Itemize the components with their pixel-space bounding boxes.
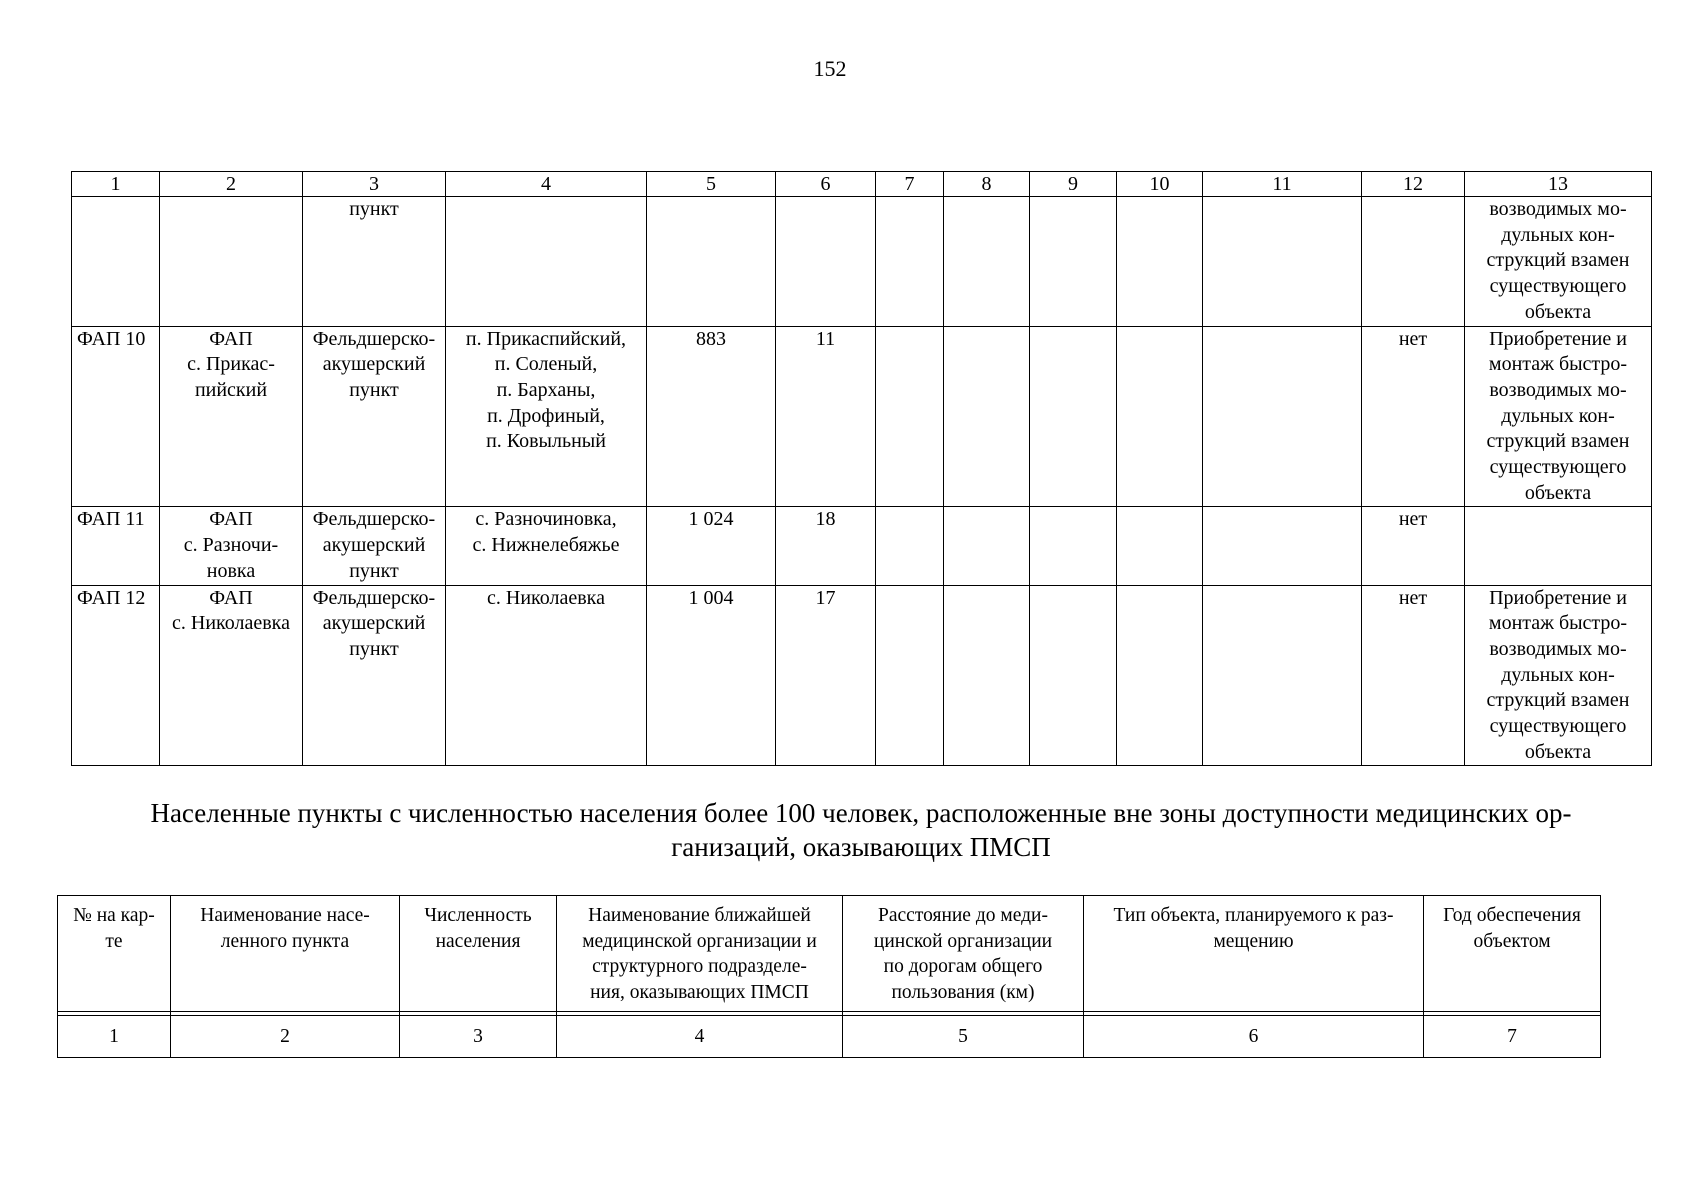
fap-name — [160, 585, 303, 766]
fap-name — [160, 507, 303, 585]
section-title-line: ганизаций, оказывающих ПМСП — [671, 832, 1051, 862]
cell-line: ФАП — [209, 508, 253, 531]
cell-line: существующего — [1489, 456, 1627, 479]
table-row — [72, 585, 1652, 766]
empty-cell — [944, 197, 1030, 327]
empty-cell — [1203, 197, 1362, 327]
cell-line: существующего — [1489, 275, 1627, 298]
header-line: структурного подразделе- — [592, 956, 807, 977]
cell-line: Фельдшерско- — [312, 327, 436, 350]
cell-line: с. Нижнелебяжье — [472, 534, 620, 557]
fap-name — [160, 197, 303, 327]
header-line: Наименование ближайшей — [588, 905, 811, 926]
cell-line: ФАП — [209, 327, 253, 350]
empty-cell — [1030, 507, 1117, 585]
empty-cell — [1030, 326, 1117, 507]
cell-line: Фельдшерско- — [312, 508, 436, 531]
col-number: 2 — [171, 1016, 400, 1058]
empty-cell — [876, 326, 944, 507]
cell-line: дульных кон- — [1501, 663, 1615, 686]
cell-line: струкций взамен — [1486, 430, 1630, 453]
empty-cell — [1117, 197, 1203, 327]
column-number-row — [58, 1016, 1601, 1058]
col-number: 10 — [1117, 172, 1203, 197]
header-line: объектом — [1473, 930, 1551, 952]
planned-action — [1465, 507, 1652, 585]
header-line: пользования (км) — [891, 981, 1035, 1003]
facility-type — [303, 197, 446, 327]
col-number: 7 — [1424, 1016, 1601, 1058]
cell-line: новка — [206, 559, 256, 582]
cell-line: акушерский — [322, 353, 426, 376]
population: 1 024 — [647, 507, 776, 585]
cell-line: монтаж быстро- — [1488, 612, 1628, 635]
header-line: те — [105, 930, 123, 952]
cell-line: Приобретение и — [1489, 327, 1627, 350]
facility-type — [303, 585, 446, 766]
planned-action — [1465, 585, 1652, 766]
fap-id: ФАП 11 — [72, 507, 160, 585]
settlements — [446, 507, 647, 585]
cell-line: струкций взамен — [1486, 689, 1630, 712]
fap-name — [160, 326, 303, 507]
col-number: 1 — [58, 1016, 171, 1058]
empty-cell — [876, 197, 944, 327]
cell-line: п. Дрофиный, — [487, 404, 605, 427]
col-number: 5 — [647, 172, 776, 197]
cell-line: с. Николаевка — [487, 586, 605, 609]
col-number: 4 — [557, 1016, 843, 1058]
population: 883 — [647, 326, 776, 507]
col-number: 6 — [1084, 1016, 1424, 1058]
empty-cell — [1203, 326, 1362, 507]
settlements-table — [57, 895, 1601, 1058]
col-number: 6 — [776, 172, 876, 197]
fap-id — [72, 197, 160, 327]
cell-line: струкций взамен — [1486, 249, 1630, 272]
header-row — [58, 896, 1601, 1012]
cell-line: акушерский — [322, 534, 426, 557]
section-title-line: Населенные пункты с численностью населения более 100 человек, расположенные вне зоны доступности медицинских ор- — [150, 798, 1572, 828]
facility-type — [303, 326, 446, 507]
empty-cell — [1117, 326, 1203, 507]
cell-line: возводимых мо- — [1489, 198, 1627, 220]
empty-cell — [1030, 197, 1117, 327]
cell-line: возводимых мо- — [1489, 378, 1627, 401]
fap-id: ФАП 12 — [72, 585, 160, 766]
cell-line: возводимых мо- — [1489, 637, 1627, 660]
cell-line: дульных кон- — [1501, 223, 1615, 246]
cell-line: с. Разночи- — [183, 534, 279, 557]
fap-table — [71, 171, 1652, 766]
cell-line: п. Прикаспийский, — [465, 327, 627, 350]
value-col6: 11 — [776, 326, 876, 507]
col-number: 11 — [1203, 172, 1362, 197]
header-population — [400, 896, 557, 1012]
cell-line: Приобретение и — [1489, 586, 1627, 609]
table-row — [72, 197, 1652, 327]
value-col12: нет — [1362, 585, 1465, 766]
cell-line: с. Разночиновка, — [475, 508, 617, 531]
empty-cell — [1117, 507, 1203, 585]
value-col12: нет — [1362, 326, 1465, 507]
cell-line: Фельдшерско- — [312, 586, 436, 609]
cell-line: монтаж быстро- — [1488, 353, 1628, 376]
cell-line: дульных кон- — [1501, 404, 1615, 427]
column-number-row — [72, 172, 1652, 197]
settlements — [446, 197, 647, 327]
col-number: 3 — [303, 172, 446, 197]
value-col6: 17 — [776, 585, 876, 766]
cell-line: объекта — [1524, 740, 1592, 763]
header-line: Год обеспечения — [1443, 905, 1581, 926]
planned-action — [1465, 326, 1652, 507]
header-line: населения — [435, 930, 521, 952]
cell-line: существующего — [1489, 715, 1627, 738]
settlements — [446, 585, 647, 766]
empty-cell — [1030, 585, 1117, 766]
col-number: 2 — [160, 172, 303, 197]
cell-line: пункт — [349, 198, 399, 220]
cell-line: п. Ковыльный — [486, 430, 606, 453]
col-number: 13 — [1465, 172, 1652, 197]
empty-cell — [944, 326, 1030, 507]
col-number: 5 — [843, 1016, 1084, 1058]
empty-cell — [876, 507, 944, 585]
cell-line: акушерский — [322, 612, 426, 635]
cell-line: объекта — [1524, 481, 1592, 504]
fap-id: ФАП 10 — [72, 326, 160, 507]
header-line: мещению — [1213, 930, 1294, 952]
header-line: Тип объекта, планируемого к раз- — [1113, 905, 1394, 926]
col-number: 1 — [72, 172, 160, 197]
header-line: ленного пункта — [220, 930, 350, 952]
value-col6 — [776, 197, 876, 327]
section-title — [71, 796, 1651, 864]
cell-line: пункт — [349, 637, 399, 660]
header-map-number — [58, 896, 171, 1012]
empty-cell — [944, 585, 1030, 766]
header-line: медицинской организации и — [582, 930, 817, 952]
cell-line: с. Прикас- — [187, 353, 275, 376]
facility-type — [303, 507, 446, 585]
header-year — [1424, 896, 1601, 1012]
col-number: 3 — [400, 1016, 557, 1058]
cell-line: пункт — [349, 378, 399, 401]
empty-cell — [944, 507, 1030, 585]
table-row — [72, 326, 1652, 507]
header-line: Численность — [424, 905, 532, 926]
col-number: 8 — [944, 172, 1030, 197]
header-line: цинской организации — [873, 930, 1053, 952]
header-distance — [843, 896, 1084, 1012]
cell-line: п. Соленый, — [494, 353, 598, 376]
value-col12: нет — [1362, 507, 1465, 585]
col-number: 12 — [1362, 172, 1465, 197]
cell-line: п. Барханы, — [496, 378, 596, 401]
cell-line: объекта — [1524, 300, 1592, 323]
cell-line: пункт — [349, 559, 399, 582]
header-line: Наименование насе- — [200, 905, 370, 926]
header-line: ния, оказывающих ПМСП — [590, 981, 809, 1003]
header-line: № на кар- — [73, 905, 155, 926]
empty-cell — [1117, 585, 1203, 766]
empty-cell — [1203, 507, 1362, 585]
col-number: 9 — [1030, 172, 1117, 197]
empty-cell — [876, 585, 944, 766]
population — [647, 197, 776, 327]
header-line: по дорогам общего — [883, 956, 1043, 977]
col-number: 7 — [876, 172, 944, 197]
page-number: 152 — [813, 56, 847, 81]
header-line: Расстояние до меди- — [878, 905, 1048, 926]
planned-action — [1465, 197, 1652, 327]
population: 1 004 — [647, 585, 776, 766]
header-nearest-organization — [557, 896, 843, 1012]
col-number: 4 — [446, 172, 647, 197]
cell-line: с. Николаевка — [172, 612, 290, 635]
header-settlement-name — [171, 896, 400, 1012]
settlements — [446, 326, 647, 507]
value-col12 — [1362, 197, 1465, 327]
cell-line: пийский — [194, 378, 268, 401]
cell-line: ФАП — [209, 586, 253, 609]
table-row — [72, 507, 1652, 585]
header-object-type — [1084, 896, 1424, 1012]
empty-cell — [1203, 585, 1362, 766]
value-col6: 18 — [776, 507, 876, 585]
